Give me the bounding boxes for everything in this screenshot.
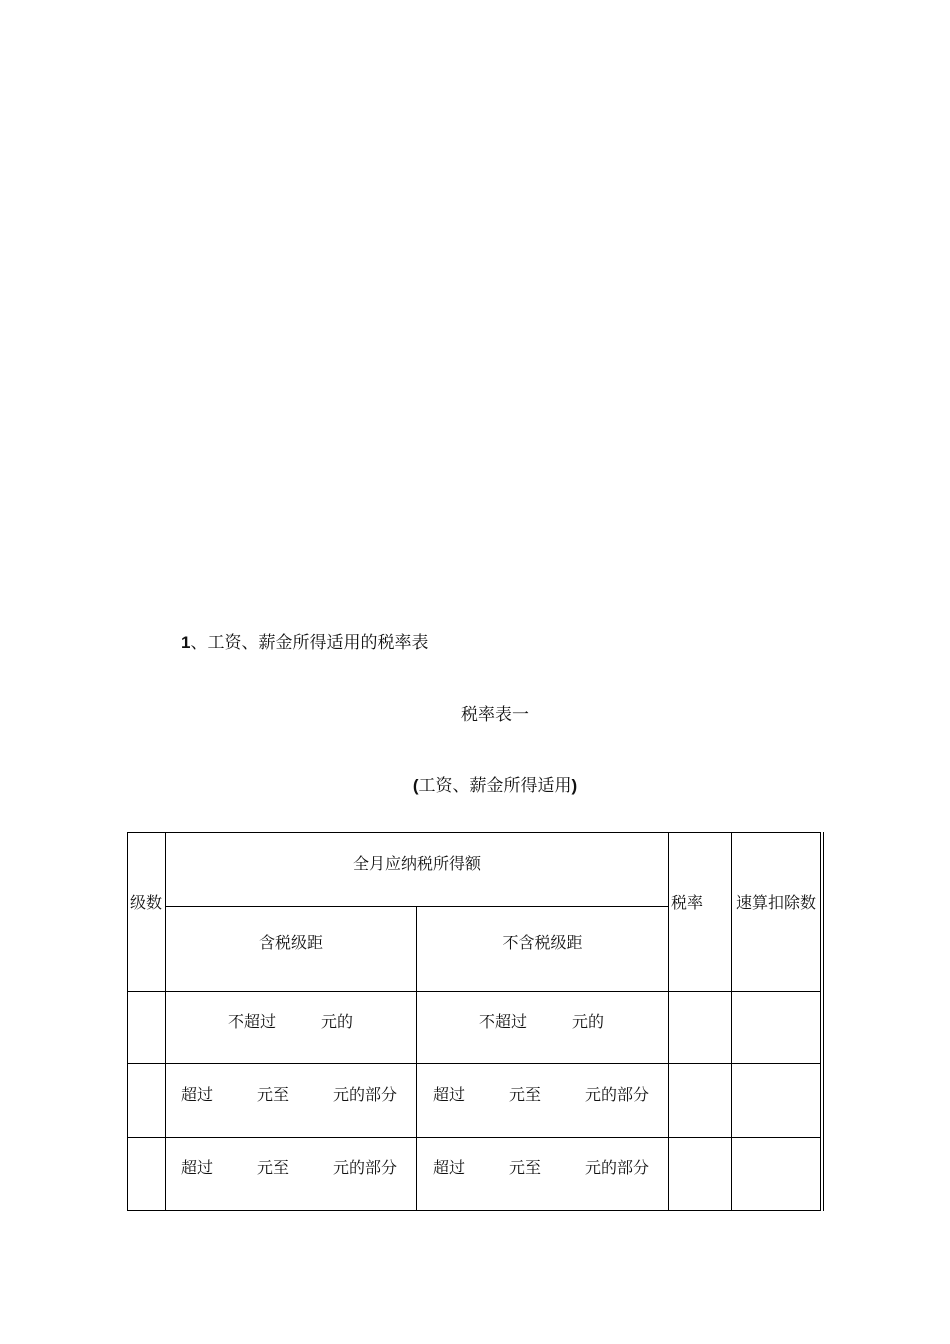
row3-without-tax-a: 超过 bbox=[433, 1158, 466, 1177]
col-divider-deduction bbox=[731, 833, 732, 1210]
row2-without-tax-a: 超过 bbox=[433, 1085, 466, 1104]
header-rate: 税率 bbox=[671, 893, 704, 912]
section-heading-text: 、工资、薪金所得适用的税率表 bbox=[190, 633, 429, 653]
row-divider-header-sub bbox=[165, 906, 668, 907]
header-without-tax: 不含税级距 bbox=[502, 933, 583, 952]
header-level: 级数 bbox=[130, 893, 163, 912]
row2-with-tax-c: 元的部分 bbox=[333, 1085, 398, 1104]
row1-with-tax-a: 不超过 bbox=[228, 1012, 277, 1031]
row3-with-tax-b: 元至 bbox=[257, 1158, 290, 1177]
header-quick-deduction: 速算扣除数 bbox=[736, 893, 817, 912]
row2-without-tax-b: 元至 bbox=[509, 1085, 542, 1104]
row-divider-2 bbox=[128, 1137, 820, 1138]
subtitle-close-paren: ) bbox=[571, 776, 578, 795]
row3-without-tax-b: 元至 bbox=[509, 1158, 542, 1177]
col-divider-level bbox=[165, 833, 166, 1210]
subtitle-text: 工资、薪金所得适用 bbox=[418, 776, 572, 796]
row3-without-tax-c: 元的部分 bbox=[585, 1158, 650, 1177]
tax-rate-table bbox=[127, 832, 821, 1211]
header-with-tax: 含税级距 bbox=[258, 933, 323, 952]
row2-with-tax-a: 超过 bbox=[181, 1085, 214, 1104]
row3-with-tax-a: 超过 bbox=[181, 1158, 214, 1177]
section-number: 1 bbox=[181, 633, 191, 652]
row-divider-1 bbox=[128, 1063, 820, 1064]
table-subtitle bbox=[0, 771, 950, 796]
row-divider-header-end bbox=[128, 991, 820, 992]
row2-without-tax-c: 元的部分 bbox=[585, 1085, 650, 1104]
row3-with-tax-c: 元的部分 bbox=[333, 1158, 398, 1177]
col-divider-rate bbox=[668, 833, 669, 1210]
header-monthly-income: 全月应纳税所得额 bbox=[352, 854, 481, 873]
section-heading bbox=[181, 628, 428, 653]
subtitle-open-paren: ( bbox=[412, 776, 419, 795]
row2-with-tax-b: 元至 bbox=[257, 1085, 290, 1104]
row1-without-tax-a: 不超过 bbox=[479, 1012, 528, 1031]
table-title: 税率表一 bbox=[461, 705, 529, 725]
row1-with-tax-b: 元的 bbox=[321, 1012, 354, 1031]
row1-without-tax-b: 元的 bbox=[572, 1012, 605, 1031]
